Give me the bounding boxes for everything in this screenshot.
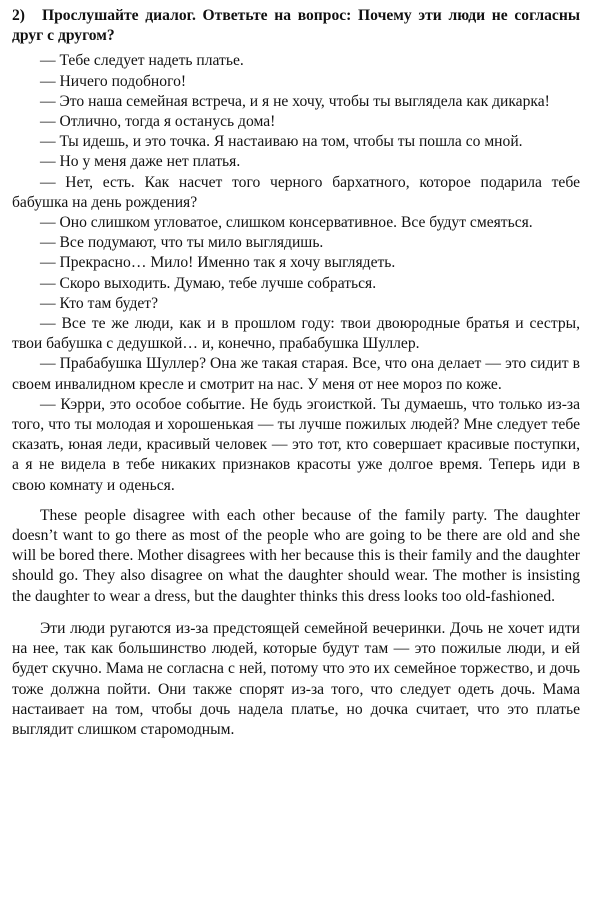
dialogue-line: — Все подумают, что ты мило выглядишь. [40, 234, 324, 252]
dialogue-line: — Нет, есть. Как насчет того черного бархатного, которое подарила тебе бабушка на день рождения? [12, 173, 580, 211]
dialogue-line: — Кто там будет? [40, 294, 159, 312]
task-number: 2) [12, 7, 25, 24]
dialogue-line: — Это наша семейная встреча, и я не хочу, чтобы ты выглядела как дикарка! [40, 92, 550, 110]
task-title: Прослушайте диалог. Ответьте на вопрос: Почему эти люди не согласны друг с другом? [12, 7, 580, 45]
dialogue [12, 51, 580, 495]
task-header [12, 6, 580, 46]
dialogue-line: — Но у меня даже нет платья. [40, 153, 241, 171]
dialogue-line: — Ты идешь, и это точка. Я настаиваю на том, чтобы ты пошла со мной. [40, 133, 523, 151]
dialogue-line: — Ничего подобного! [40, 72, 187, 90]
dialogue-line: — Тебе следует надеть платье. [40, 52, 244, 70]
english-answer: These people disagree with each other because of the family party. The daughter doesn’t want to go there as most of the people who are going to be there are old and she will be bored there. Mother disagrees with her because this is their family and the daughter should go. They also disagree on what the daughter should wear. The mother is insisting the daughter to wear a dress, but the daughter thinks this dress looks too old-fashioned. [12, 506, 580, 605]
dialogue-line: — Кэрри, это особое событие. Не будь эгоисткой. Ты думаешь, что только из-за того, что ты молодая и хорошенькая — ты лучше пожилых людей? Мне следует тебе сказать, юная леди, красивый человек — это тот, кто совершает красивые поступки, а я не видела в тебе никаких признаков красоты уже долгое время. Теперь иди в свою комнату и оденься. [12, 395, 580, 494]
dialogue-line: — Оно слишком угловатое, слишком консервативное. Все будут смеяться. [40, 214, 533, 232]
dialogue-line: — Скоро выходить. Думаю, тебе лучше собраться. [40, 274, 377, 292]
dialogue-line: — Все те же люди, как и в прошлом году: твои двоюродные братья и сестры, твои бабушка с дедушкой… и, конечно, прабабушка Шуллер. [12, 315, 580, 353]
russian-answer: Эти люди ругаются из-за предстоящей семейной вечеринки. Дочь не хочет идти на нее, так как большинство людей, которые будут там — это пожилые люди, и ей будет скучно. Мама не согласна с ней, потому что это их семейное торжество, и дочь тоже должна пойти. Они также спорят из-за того, что следует одеть дочь. Мама настаивает на том, чтобы дочь надела платье, но дочка считает, что это платье выглядит слишком старомодным. [12, 619, 580, 738]
dialogue-line: — Прекрасно… Мило! Именно так я хочу выглядеть. [40, 254, 396, 272]
dialogue-line: — Отлично, тогда я останусь дома! [40, 113, 276, 131]
dialogue-line: — Прабабушка Шуллер? Она же такая старая. Все, что она делает — это сидит в своем инвалидном кресле и смотрит на нас. У меня от нее мороз по коже. [12, 355, 580, 393]
